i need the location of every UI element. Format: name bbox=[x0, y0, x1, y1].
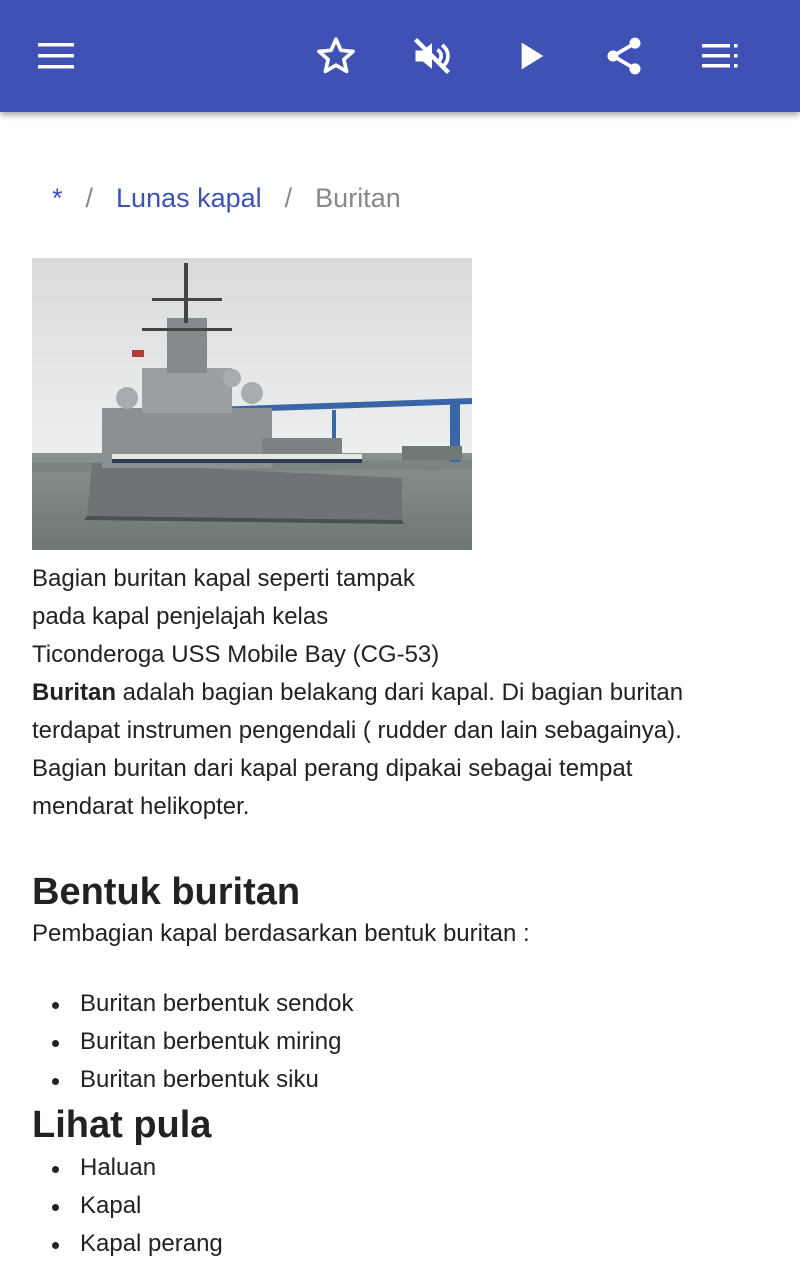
section-heading-lihat-pula: Lihat pula bbox=[32, 1104, 212, 1146]
breadcrumb-root-link[interactable]: * bbox=[52, 182, 63, 213]
breadcrumb-current: Buritan bbox=[315, 182, 401, 213]
intro-paragraph bbox=[32, 674, 772, 826]
caption-line: Ticonderoga USS Mobile Bay (CG-53) bbox=[32, 641, 440, 668]
list-item: Buritan berbentuk siku bbox=[32, 1061, 772, 1099]
section-heading-bentuk-buritan: Bentuk buritan bbox=[32, 871, 301, 913]
volume-off-icon[interactable] bbox=[404, 28, 460, 84]
app-toolbar bbox=[0, 0, 800, 112]
see-also-item[interactable]: Haluan bbox=[32, 1149, 772, 1187]
list-item: Buritan berbentuk miring bbox=[32, 1023, 772, 1061]
breadcrumb-parent-link[interactable]: Lunas kapal bbox=[116, 182, 262, 213]
intro-line: adalah bagian belakang dari kapal. Di bagian buritan bbox=[116, 679, 684, 706]
caption-line: pada kapal penjelajah kelas bbox=[32, 603, 329, 630]
breadcrumb bbox=[52, 178, 401, 218]
section-lead: Pembagian kapal berdasarkan bentuk buritan : bbox=[32, 920, 530, 947]
hamburger-menu-icon[interactable] bbox=[28, 28, 84, 84]
list-item: Buritan berbentuk sendok bbox=[32, 985, 772, 1023]
intro-line: mendarat helikopter. bbox=[32, 793, 250, 820]
caption-line: Bagian buritan kapal seperti tampak bbox=[32, 565, 415, 592]
article-content bbox=[32, 560, 772, 1263]
see-also-item[interactable]: Kapal bbox=[32, 1187, 772, 1225]
table-of-contents-icon[interactable] bbox=[692, 28, 748, 84]
image-caption bbox=[32, 560, 472, 674]
shape-list bbox=[32, 985, 772, 1099]
see-also-item[interactable]: Kapal perang bbox=[32, 1225, 772, 1263]
intro-term: Buritan bbox=[32, 679, 116, 706]
share-icon[interactable] bbox=[596, 28, 652, 84]
breadcrumb-separator: / bbox=[284, 182, 293, 213]
play-icon[interactable] bbox=[502, 28, 558, 84]
see-also-list bbox=[32, 1149, 772, 1263]
intro-line: terdapat instrumen pengendali ( rudder dan lain sebagainya). bbox=[32, 717, 682, 744]
intro-line: Bagian buritan dari kapal perang dipakai sebagai tempat bbox=[32, 755, 633, 782]
breadcrumb-separator: / bbox=[85, 182, 94, 213]
article-photo[interactable] bbox=[32, 258, 472, 550]
star-outline-icon[interactable] bbox=[308, 28, 364, 84]
